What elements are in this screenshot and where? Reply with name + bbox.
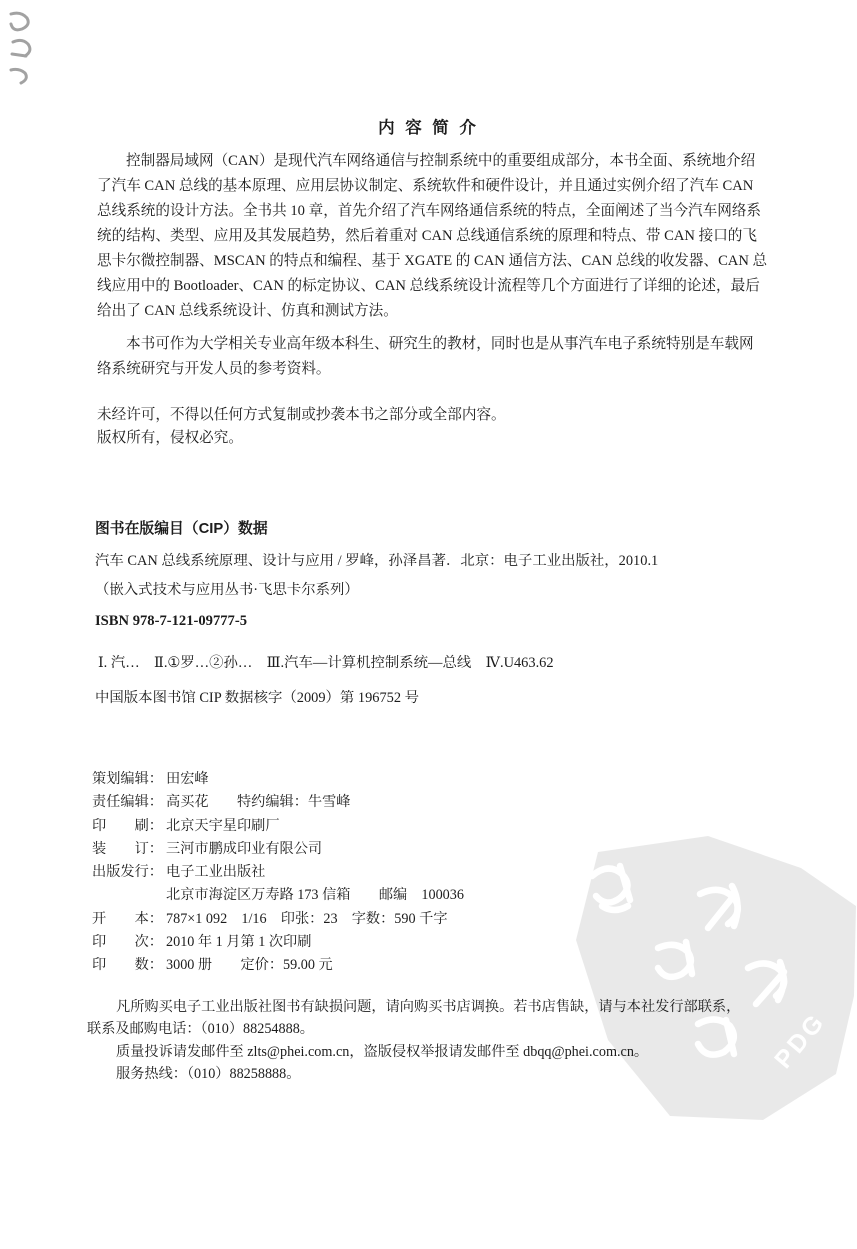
colophon-row-print-run — [92, 931, 464, 954]
colophon-value: 2010 年 1 月第 1 次印刷 — [166, 934, 312, 951]
cip-heading: 图书在版编目（CIP）数据 — [95, 521, 268, 537]
colophon-label: 装 订： — [92, 840, 163, 857]
copyright-notice-line: 未经许可，不得以任何方式复制或抄袭本书之部分或全部内容。 — [97, 407, 506, 423]
colophon-value: 3000 册 定价：59.00 元 — [166, 957, 333, 974]
summary-line: 思卡尔微控制器、MSCAN 的特点和编程、基于 XGATE 的 CAN 通信方法、CAN 总线的收发器、CAN 总 — [97, 253, 768, 269]
summary-line: 了汽车 CAN 总线的基本原理、应用层协议制定、系统软件和硬件设计，并且通过实例介绍了汽车 CAN — [97, 178, 754, 194]
section-title-content-summary: 内 容 简 介 — [378, 119, 479, 137]
summary-line: 线应用中的 Bootloader、CAN 的标定协议、CAN 总线系统设计流程等几个方面进行了详细的论述，最后 — [97, 278, 760, 294]
colophon-row-responsible-editor — [92, 791, 464, 814]
cip-title-line: 汽车 CAN 总线系统原理、设计与应用 / 罗峰，孙泽昌著．北京：电子工业出版社，2010.1 — [95, 553, 659, 569]
colophon — [92, 768, 464, 978]
scan-artifact-marks — [5, 8, 45, 88]
summary-line: 控制器局域网（CAN）是现代汽车网络通信与控制系统中的重要组成部分，本书全面、系统地介绍 — [126, 153, 756, 169]
summary-line: 本书可作为大学相关专业高年级本科生、研究生的教材，同时也是从事汽车电子系统特别是车载网 — [126, 336, 754, 352]
pdg-watermark-label: PDG — [769, 1007, 832, 1074]
colophon-value: 电子工业出版社 — [166, 864, 266, 881]
cip-series-line: （嵌入式技术与应用丛书·飞思卡尔系列） — [95, 582, 359, 598]
colophon-label: 开 本： — [92, 910, 163, 927]
summary-line: 给出了 CAN 总线系统设计、仿真和测试方法。 — [97, 303, 398, 319]
content-summary-paragraphs — [97, 149, 769, 382]
colophon-value: 田宏峰 — [166, 771, 209, 787]
cip-registry-number: 中国版本图书馆 CIP 数据核字（2009）第 196752 号 — [95, 690, 420, 706]
stamp-blob — [576, 836, 856, 1120]
summary-line: 总线系统的设计方法。全书共 10 章，首先介绍了汽车网络通信系统的特点，全面阐述了当今汽车网络系 — [97, 203, 762, 219]
colophon-row-printer — [92, 815, 464, 838]
colophon-label: 印 数： — [92, 957, 163, 974]
summary-line: 统的结构、类型、应用及其发展趋势，然后着重对 CAN 总线通信系统的原理和特点、带 CAN 接口的飞 — [97, 228, 757, 244]
pdg-watermark-stamp — [558, 828, 857, 1130]
colophon-label — [92, 884, 166, 907]
colophon-row-binder — [92, 838, 464, 861]
colophon-row-copies-price — [92, 954, 464, 977]
copyright-notice-line: 版权所有，侵权必究。 — [97, 430, 243, 446]
colophon-label: 策划编辑： — [92, 771, 163, 787]
colophon-row-format — [92, 908, 464, 931]
colophon-label: 责任编辑： — [92, 794, 163, 811]
colophon-value: 787×1 092 1/16 印张：23 字数：590 千字 — [166, 910, 448, 927]
footer-line: 服务热线：（010）88258888。 — [116, 1066, 301, 1083]
footer-line: 联系及邮购电话：（010）88254888。 — [87, 1021, 314, 1038]
colophon-row-publisher — [92, 861, 464, 884]
colophon-value: 三河市鹏成印业有限公司 — [166, 840, 323, 857]
colophon-row-address — [92, 884, 464, 907]
colophon-label: 印 次： — [92, 934, 163, 951]
cip-classification: Ⅰ. 汽… Ⅱ.①罗…②孙… Ⅲ.汽车—计算机控制系统—总线 Ⅳ.U463.62 — [98, 655, 554, 671]
copyright-notice — [97, 404, 506, 450]
colophon-label: 出版发行： — [92, 864, 163, 881]
footer-line: 质量投诉请发邮件至 zlts@phei.com.cn，盗版侵权举报请发邮件至 dbqq@phei.com.cn。 — [116, 1043, 649, 1060]
colophon-value: 高买花 特约编辑：牛雪峰 — [166, 794, 351, 811]
colophon-label: 印 刷： — [92, 817, 163, 834]
colophon-value: 北京市海淀区万寿路 173 信箱 邮编 100036 — [166, 887, 464, 904]
footer-line: 凡所购买电子工业出版社图书有缺损问题，请向购买书店调换。若书店售缺，请与本社发行部联系， — [116, 999, 741, 1015]
isbn: ISBN 978-7-121-09777-5 — [95, 613, 248, 629]
summary-line: 络系统研究与开发人员的参考资料。 — [97, 361, 331, 377]
colophon-row-planning-editor — [92, 768, 464, 791]
colophon-value: 北京天宇星印刷厂 — [166, 817, 280, 834]
